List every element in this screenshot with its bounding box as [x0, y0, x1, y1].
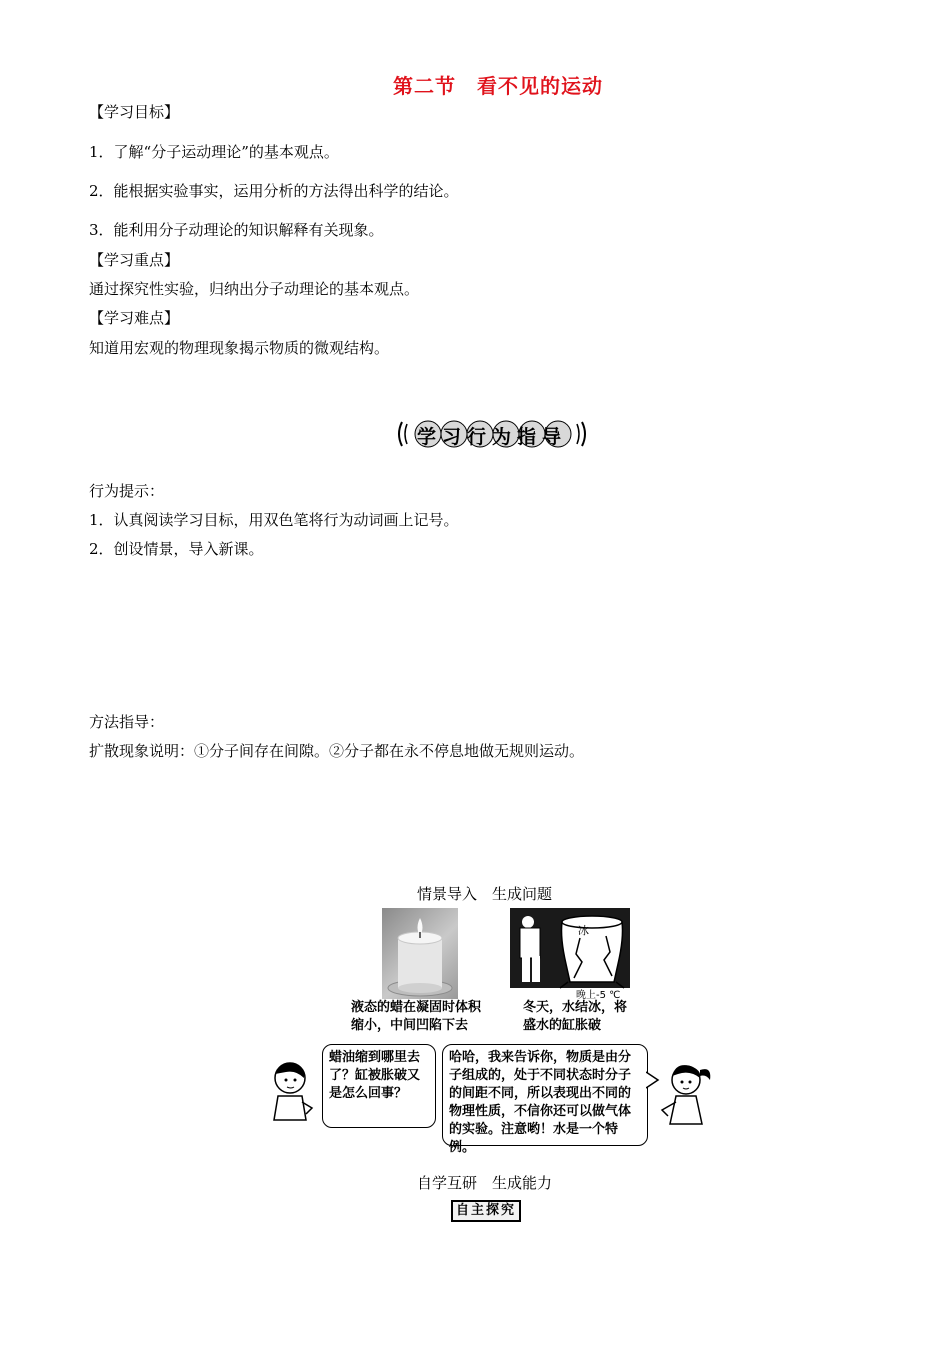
night-temperature: 晚上-5 ℃ — [576, 990, 621, 1001]
objectives-heading: 【学习目标】 — [89, 103, 180, 121]
girl-figure — [656, 1060, 716, 1132]
boy-figure — [266, 1058, 318, 1128]
boy-icon — [266, 1058, 318, 1128]
boy-question: 蜡油缩到哪里去了？缸被胀破又是怎么回事？ — [329, 1050, 421, 1101]
difficulty-text: 知道用宏观的物理现象揭示物质的微观结构。 — [89, 339, 390, 357]
self-study-banner: 自主探究 — [451, 1200, 521, 1222]
section-banner — [394, 418, 590, 450]
objective-item-1: 1．了解“分子运动理论”的基本观点。 — [89, 143, 339, 161]
boy-speech-bubble — [322, 1044, 436, 1128]
girl-answer: 哈哈，我来告诉你，物质是由分子组成的，处于不同状态时分子的间距不同，所以表现出不同的物理性质，不信你还可以做气体的实验。注意哟！水是一个特例。 — [449, 1050, 632, 1155]
page-title: 第二节 看不见的运动 — [393, 74, 603, 98]
banner-text: 学习行为指导 — [417, 426, 568, 448]
jar-label: 冰 — [578, 924, 589, 937]
jar-caption: 冬天，水结冰，将盛水的缸胀破 — [523, 1000, 628, 1033]
girl-icon — [656, 1060, 716, 1132]
self-study-heading: 自学互研 生成能力 — [417, 1174, 553, 1192]
candle-caption: 液态的蜡在凝固时体积缩小，中间凹陷下去 — [351, 1000, 482, 1033]
girl-speech-bubble — [442, 1044, 648, 1155]
candle-icon — [382, 908, 458, 999]
behavior-item-1: 1．认真阅读学习目标，用双色笔将行为动词画上记号。 — [89, 511, 459, 529]
method-heading: 方法指导： — [89, 713, 165, 731]
behavior-item-2: 2．创设情景，导入新课。 — [89, 540, 264, 558]
difficulty-heading: 【学习难点】 — [89, 309, 180, 327]
objective-item-3: 3．能利用分子动理论的知识解释有关现象。 — [89, 221, 384, 239]
behavior-heading: 行为提示： — [89, 482, 165, 500]
method-text: 扩散现象说明：①分子间存在间隙。②分子都在永不停息地做无规则运动。 — [89, 742, 585, 760]
key-point-heading: 【学习重点】 — [89, 251, 180, 269]
jar-illustration — [510, 908, 630, 1000]
objective-item-2: 2．能根据实验事实，运用分析的方法得出科学的结论。 — [89, 182, 459, 200]
candle-photo — [382, 908, 458, 999]
scene-heading: 情景导入 生成问题 — [417, 885, 553, 903]
key-point-text: 通过探究性实验，归纳出分子动理论的基本观点。 — [89, 280, 420, 298]
